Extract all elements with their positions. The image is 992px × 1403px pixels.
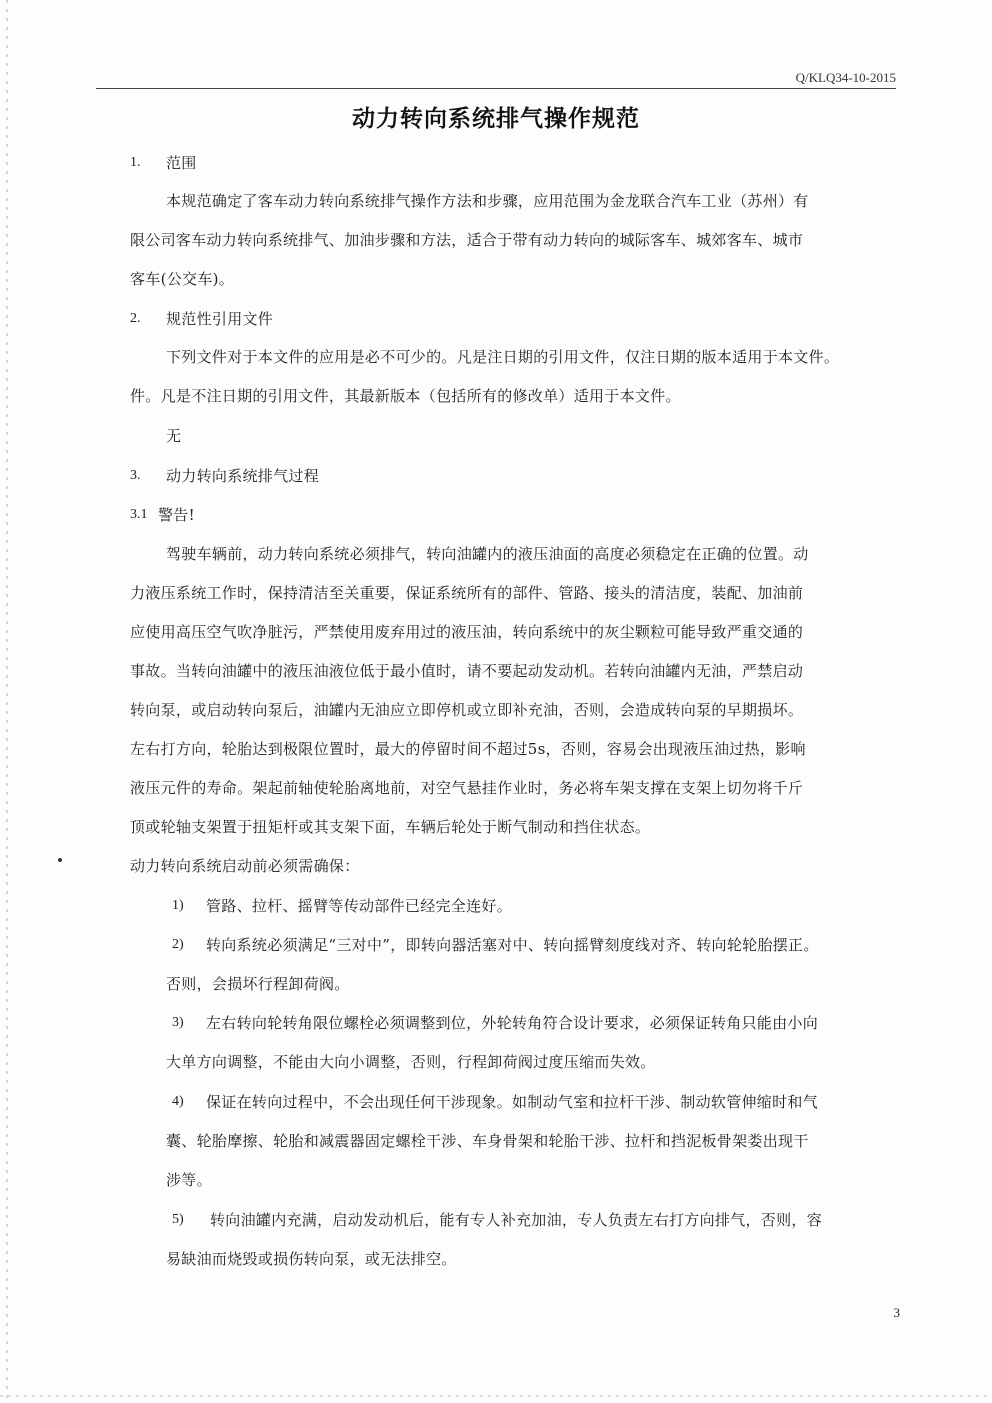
- warning-line: 顶或轮轴支架置于扭矩杆或其支架下面，车辆后轮处于断气制动和挡住状态。: [130, 818, 651, 836]
- item-1-mark: 1): [172, 898, 184, 913]
- section-2-heading: 规范性引用文件: [166, 310, 274, 328]
- warning-line: 应使用高压空气吹净脏污，严禁使用废弃用过的液压油，转向系统中的灰尘颗粒可能导致严重交通的: [130, 623, 804, 641]
- item-2-line: 转向系统必须满足“三对中”，即转向器活塞对中、转向摇臂刻度线对齐、转向轮轮胎摆正。: [206, 936, 819, 954]
- page-title: 动力转向系统排气操作规范: [352, 106, 640, 132]
- scan-edge-bottom: [0, 1395, 992, 1397]
- ensure-intro: 动力转向系统启动前必须需确保：: [130, 857, 360, 875]
- section-1-heading: 范围: [166, 154, 197, 172]
- section-2-line: 下列文件对于本文件的应用是必不可少的。凡是注日期的引用文件，仅注日期的版本适用于本文件。: [166, 348, 840, 366]
- section-3-1-heading: 警告!: [158, 506, 195, 524]
- page-number: 3: [893, 1305, 900, 1320]
- section-2-line: 件。凡是不注日期的引用文件，其最新版本（包括所有的修改单）适用于本文件。: [130, 387, 681, 405]
- item-1-line: 管路、拉杆、摇臂等传动部件已经完全连好。: [206, 897, 513, 915]
- item-4-line: 保证在转向过程中，不会出现任何干涉现象。如制动气室和拉杆干涉、制动软管伸缩时和气: [206, 1093, 819, 1111]
- item-4-line: 涉等。: [166, 1171, 212, 1189]
- warning-line: 力液压系统工作时，保持清洁至关重要，保证系统所有的部件、管路、接头的清洁度，装配、加油前: [130, 584, 804, 602]
- section-3-number: 3.: [130, 468, 141, 483]
- section-2-none: 无: [166, 427, 182, 445]
- item-2-mark: 2): [172, 937, 184, 952]
- warning-line: 事故。当转向油罐中的液压油液位低于最小值时，请不要起动发动机。若转向油罐内无油，严禁启动: [130, 662, 804, 680]
- item-4-line: 囊、轮胎摩擦、轮胎和减震器固定螺栓干涉、车身骨架和轮胎干涉、拉杆和挡泥板骨架娄出现干: [166, 1132, 809, 1150]
- section-2-number: 2.: [130, 311, 141, 326]
- item-3-line: 左右转向轮转角限位螺栓必须调整到位，外轮转角符合设计要求，必须保证转角只能由小向: [206, 1014, 819, 1032]
- item-5-line: 易缺油而烧毁或损伤转向泵，或无法排空。: [166, 1250, 457, 1268]
- warning-line: 液压元件的寿命。架起前轴使轮胎离地前，对空气悬挂作业时，务必将车架支撑在支架上切勿将千斤: [130, 779, 804, 797]
- section-1-line: 限公司客车动力转向系统排气、加油步骤和方法，适合于带有动力转向的城际客车、城郊客车、城市: [130, 231, 804, 249]
- section-1-line: 客车(公交车)。: [130, 270, 235, 288]
- section-1-line: 本规范确定了客车动力转向系统排气操作方法和步骤，应用范围为金龙联合汽车工业（苏州）有: [166, 192, 809, 210]
- item-5-line: 转向油罐内充满，启动发动机后，能有专人补充加油，专人负责左右打方向排气，否则，容: [210, 1211, 823, 1229]
- item-5-mark: 5): [172, 1212, 184, 1227]
- doc-code: Q/KLQ34-10-2015: [795, 70, 896, 85]
- item-3-mark: 3): [172, 1015, 184, 1030]
- item-3-line: 大单方向调整，不能由大向小调整，否则，行程卸荷阀过度压缩而失效。: [166, 1053, 656, 1071]
- header-rule: [96, 88, 896, 89]
- item-2-line: 否则，会损坏行程卸荷阀。: [166, 975, 350, 993]
- section-3-1-number: 3.1: [130, 507, 148, 522]
- scan-dot: [58, 858, 62, 862]
- warning-line: 转向泵，或启动转向泵后，油罐内无油应立即停机或立即补充油，否则，会造成转向泵的早期损坏。: [130, 701, 804, 719]
- warning-line: 左右打方向，轮胎达到极限位置时，最大的停留时间不超过5s，否则，容易会出现液压油过热，影响: [130, 740, 806, 758]
- item-4-mark: 4): [172, 1094, 184, 1109]
- section-3-heading: 动力转向系统排气过程: [166, 467, 320, 485]
- section-1-number: 1.: [130, 155, 141, 170]
- warning-line: 驾驶车辆前，动力转向系统必须排气，转向油罐内的液压油面的高度必须稳定在正确的位置。动: [166, 545, 809, 563]
- scan-edge-left: [6, 0, 8, 1403]
